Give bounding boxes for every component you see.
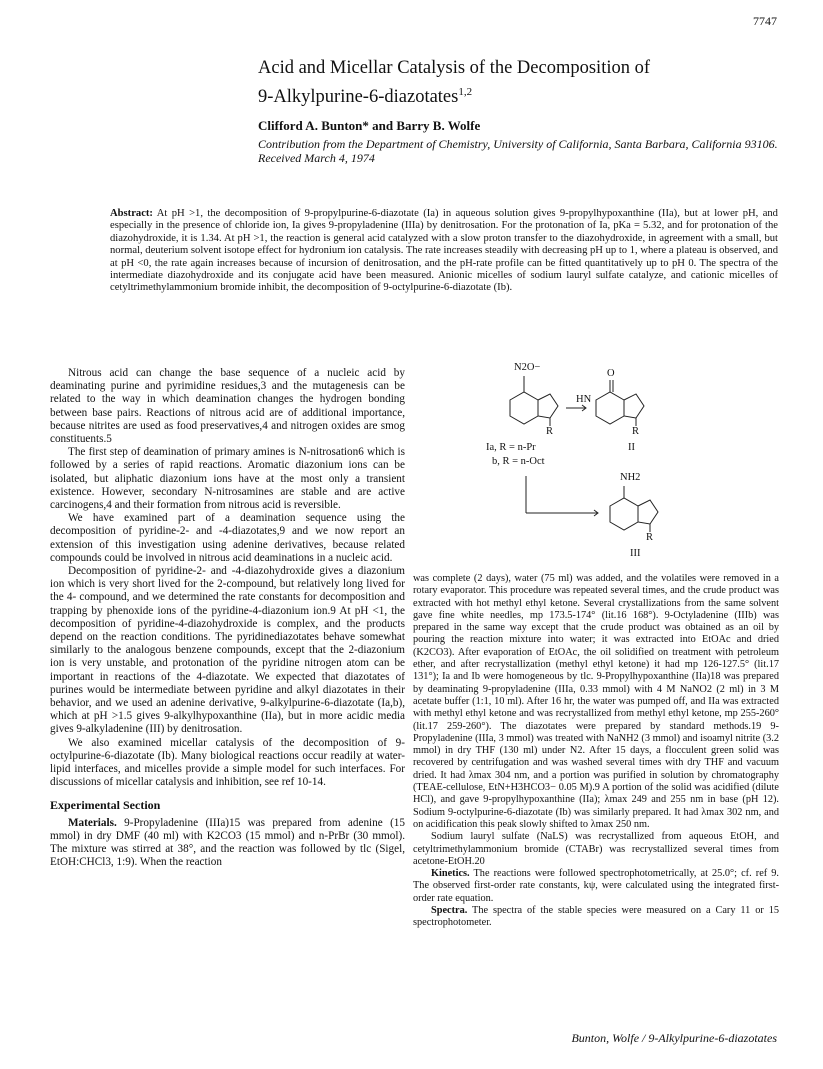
paragraph-intro-1: Nitrous acid can change the base sequence of a nucleic acid by deaminating purine and pyrimidine residues,3 and the mutagenesis can be related to the way in which deamination changes the hydrogen bonding between base pairs. Reactions of nitrous acid are of additional importance, because nitrites are used as food preservatives,4 and nitrogen oxides are smog constituents.5 — [50, 367, 405, 446]
authors: Clifford A. Bunton* and Barry B. Wolfe — [258, 118, 481, 133]
affiliation: Contribution from the Department of Chemistry, University of California, Santa Barbara, California 93106. Received March 4, 1974 — [258, 137, 778, 165]
scheme-r-label-I: R — [546, 426, 554, 437]
paragraph-surfactants: Sodium lauryl sulfate (NaLS) was recrystallized from aqueous EtOH, and cetyltrimethylammonium bromide (CTABr) was recrystallized several times from acetone-EtOH.20 — [413, 831, 779, 867]
scheme-label-Ib: b, R = n-Oct — [492, 456, 545, 467]
paragraph-materials-continued: was complete (2 days), water (75 ml) was added, and the volatiles were removed in a rotary evaporator. This procedure was repeated several times, and the crude product was extracted with hot methyl ethyl ketone. Several crystallizations from the same solvent gave fine white needles, mp 173.5-174° (lit.16 168°). 9-Octyladenine (IIIb) was prepared in the same way except that the crude product was obtained as an oil by pouring the reaction mixture into water; it was extracted into EtOAc and dried (K2CO3). After evaporation of EtOAc, the oil solidified on treatment with petroleum ether, and after recrystallization (methyl ethyl ketone) it had mp 126-127.5° (lit.17 131°); Ia and Ib were homogeneous by tlc. 9-Propylhypoxanthine (IIa)18 was prepared by deaminating 9-propyladenine (IIIa, 0.33 mmol) with 4 M NaNO2 (2 ml) in 3 M acetate buffer (1:1, 10 ml). After 16 hr, the water was pumped off, and IIa was extracted with methyl ethyl ketone and was recrystallized from methyl ethyl ketone, mp 255-260° (lit.17 259-260°). The diazotates were prepared by standard methods.19 9-Propyladenine (IIIa, 3 mmol) was treated with NaNH2 (3 mmol) and isoamyl nitrite (3.2 mmol) in dry THF (130 ml) under N2. After 15 days, a flocculent green solid was recovered by centrifugation and was washed several times with dry THF and vacuum dried. It had λmax 304 nm, and a portion was purified in solution by chromatography (TEAE-cellulose, EtN+H3HCO3− 0.05 M).9 A portion of the solid was acidified (dilute HCl), and gave 9-propylhypoxanthine (IIa); λmax 249 and 255 nm in base (pH 12). Sodium 9-octylpurine-6-diazotate (Ib) was similarly prepared. It had λmax 302 nm, and on acidification this peak slowly shifted to λmax 250 nm. — [413, 573, 779, 830]
right-column — [413, 573, 779, 930]
title-line-1: Acid and Micellar Catalysis of the Decomposition of — [258, 58, 651, 78]
paragraph-materials — [50, 817, 405, 870]
materials-text: 9-Propyladenine (IIIa)15 was prepared from adenine (15 mmol) in dry DMF (40 ml) with K2CO3 (15 mmol) and n-PrBr (30 mmol). The mixture was stirred at 38°, and the reaction was followed by tlc (Sigel, EtOH:CHCl3, 1:9). When the reaction — [50, 816, 405, 869]
abstract-label: Abstract: — [110, 208, 153, 219]
scheme-label-II: II — [628, 442, 635, 453]
paragraph-intro-3: We have examined part of a deamination sequence using the decomposition of pyridine-2- and -4-diazotates,9 and we now report an extension of this investigation using adenine derivatives, because related compounds could be involved in nitrous acid deaminations in a nucleic acid. — [50, 512, 405, 564]
scheme-r-label-III: R — [646, 532, 654, 543]
paragraph-intro-5: We also examined micellar catalysis of the decomposition of 9-octylpurine-6-diazotate (Ib). Many biological reactions occur readily at water-lipid interfaces, and micelles provide a simple model for such interfaces. For discussions of micellar catalysis and inhibition, see ref 10-14. — [50, 736, 405, 789]
article-title — [258, 56, 778, 109]
scheme-hn-label: HN — [576, 394, 592, 405]
reaction-scheme — [470, 358, 670, 568]
left-column — [50, 367, 405, 870]
paragraph-kinetics — [413, 868, 779, 905]
scheme-nh2-label: NH2 — [620, 472, 641, 483]
scheme-n2o-label: N2O− — [514, 362, 541, 373]
paragraph-intro-4: Decomposition of pyridine-2- and -4-diazohydroxide gives a diazonium ion which is very short lived for the 2-compound, but relatively long lived for the 4- compound, and we determined the rate constants for decomposition and trapping by phenoxide ions of the pyridine-4-diazonium ion.9 At pH <1, the decomposition of pyridine-4-diazohydroxide is complex, and the products depend on the reaction conditions. The pyridinediazotates behave somewhat similarly to the analogous benzene compounds, except that the 2-diazonium ion is very unstable, and protonation of the pyridine nitrogen atom can be important in reactions of the 4-diazotate. We expected that diazotates of purines would be intermediate between pyridine and alkyl diazotates in their behavior, and we used an adenine derivative, 9-alkylpurine-6-diazotate (Ia,b), which at pH >1.5 gives 9-alkylhypoxanthine (IIa), but in more acidic media gives 9-alkyladenine (III) by denitrosation. — [50, 565, 405, 736]
title-line-2-text: 9-Alkylpurine-6-diazotates — [258, 87, 459, 108]
section-heading-experimental: Experimental Section — [50, 797, 161, 812]
paragraph-intro-2: The first step of deamination of primary amines is N-nitrosation6 which is followed by a series of rapid reactions. Aromatic diazonium ions can be isolated, but aliphatic diazonium ions have at the most only a transient existence. However, secondary N-nitrosamines are stable and are active carcinogens,4 and their formation from nitrous acid is reversible. — [50, 446, 405, 512]
running-footer: Bunton, Wolfe / 9-Alkylpurine-6-diazotates — [571, 1031, 777, 1045]
spectra-text: The spectra of the stable species were measured on a Cary 11 or 15 spectrophotometer. — [413, 905, 779, 929]
kinetics-text: The reactions were followed spectrophotometrically, at 25.0°; cf. ref 9. The observed first-order rate constants, kψ, were calculated using the integrated first-order rate equation. — [413, 868, 779, 904]
scheme-oxygen-label: O — [607, 368, 615, 379]
page-number: 7747 — [753, 14, 777, 28]
materials-label: Materials. — [68, 816, 117, 829]
scheme-label-Ia: Ia, R = n-Pr — [486, 442, 536, 453]
kinetics-label: Kinetics. — [431, 868, 470, 880]
abstract-text: At pH >1, the decomposition of 9-propylpurine-6-diazotate (Ia) in aqueous solution gives 9-propylhypoxanthine (IIa), but at lower pH, and especially in the presence of chloride ion, Ia gives 9-propyladenine (IIIa) by denitrosation. For the protonation of Ia, pKa = 5.32, and for protonation of the diazohydroxide, it is 1.34. At pH >1, the reaction is general acid catalyzed with a slow proton transfer to the diazohydroxide, in agreement with a small, but normal, deuterium solvent isotope effect for hydronium ion catalysis. The rate increases steadily with decreasing pH up to 1, where a plateau is observed, and at pH <0, the rate again increases because of incursion of denitrosation, and the pH-rate profile can be fitted quantitatively up to pH 0. The spectra of the intermediate diazohydroxide and its conjugate acid have been measured. Anionic micelles of sodium lauryl sulfate catalyze, and cationic micelles of cetyltrimethylammonium bromide inhibit, the decomposition of 9-octylpurine-6-diazotate (Ib). — [110, 208, 778, 294]
paragraph-spectra — [413, 905, 779, 930]
scheme-label-III: III — [630, 548, 641, 559]
title-superscript: 1,2 — [458, 86, 473, 98]
abstract — [110, 208, 778, 295]
title-line-2 — [258, 80, 778, 109]
spectra-label: Spectra. — [431, 905, 468, 917]
scheme-r-label-II: R — [632, 426, 640, 437]
